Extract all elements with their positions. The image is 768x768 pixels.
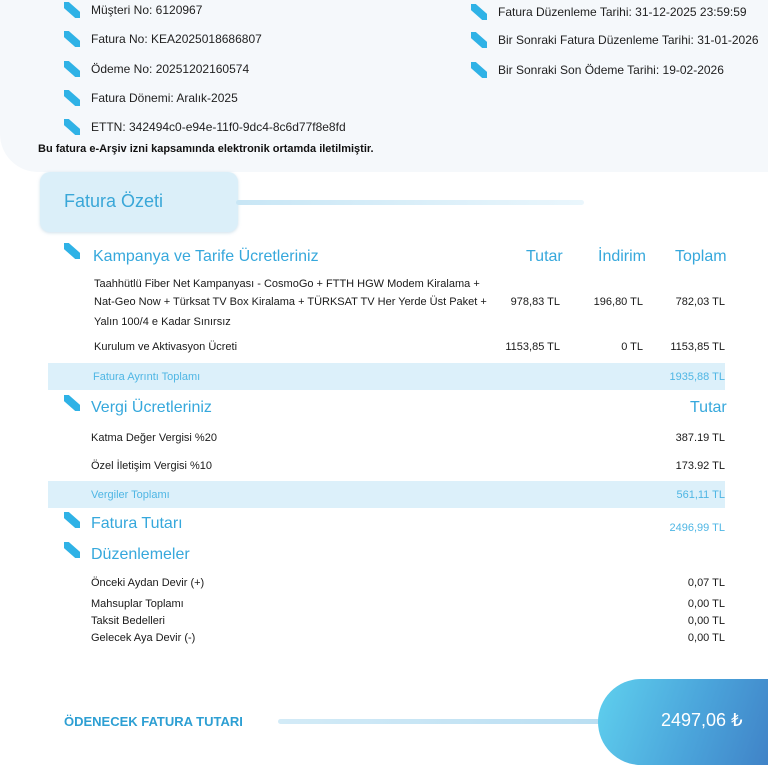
issue-date: Fatura Düzenleme Tarihi: 31-12-2025 23:59:59 [498,5,747,19]
setup-fee-label: Kurulum ve Aktivasyon Ücreti [94,341,238,353]
flag-icon [64,61,80,77]
flag-icon [64,90,80,106]
campaign-section-title: Kampanya ve Tarife Ücretleriniz [93,248,319,265]
previous-carryover-value: 0,07 TL [687,577,725,589]
column-total: Toplam [675,248,727,265]
e-archive-note: Bu fatura e-Arşiv izni kapsamında elektronik ortamda iletilmiştir. [38,143,374,155]
next-carryover-label: Gelecek Aya Devir (-) [91,632,196,644]
setup-fee-amount: 1153,85 TL [505,341,560,353]
next-issue-date-row [471,32,759,48]
customer-number: Müşteri No: 6120967 [91,3,203,17]
next-carryover-value: 0,00 TL [687,632,725,644]
flag-icon [64,243,80,259]
detail-subtotal-label: Fatura Ayrıntı Toplamı [93,371,201,383]
summary-title: Fatura Özeti [64,191,164,211]
ettn: ETTN: 342494c0-e94e-11f0-9dc4-8c6d77f8e8fd [91,120,346,134]
flag-icon [471,62,487,78]
tax-subtotal-label: Vergiler Toplamı [91,489,170,501]
adjustments-title: Düzenlemeler [91,546,190,563]
vat-value: 387.19 TL [675,432,725,444]
setup-fee-discount: 0 TL [621,341,643,353]
tax-subtotal-value: 561,11 TL [676,489,725,501]
installments-label: Taksit Bedelleri [91,615,165,627]
flag-icon [471,4,487,20]
communication-tax-value: 173.92 TL [675,460,725,472]
invoice-total-title: Fatura Tutarı [91,515,183,532]
communication-tax-label: Özel İletişim Vergisi %10 [91,460,213,472]
tax-column-amount: Tutar [690,399,727,416]
setup-fee-total: 1153,85 TL [670,341,725,353]
next-due-date-row [471,62,724,78]
offsets-value: 0,00 TL [687,598,725,610]
payable-amount: 2497,06 ₺ [661,710,743,730]
flag-icon [64,2,80,18]
campaign-desc-line: Yalın 100/4 e Kadar Sınırsız [94,316,231,328]
next-issue-date: Bir Sonraki Fatura Düzenleme Tarihi: 31-01-2026 [498,33,759,47]
invoice-period: Fatura Dönemi: Aralık-2025 [91,91,238,105]
invoice-number: Fatura No: KEA2025018686807 [91,32,262,46]
flag-icon [64,31,80,47]
previous-carryover-label: Önceki Aydan Devir (+) [91,577,205,589]
invoice-number-row [64,31,262,47]
vat-label: Katma Değer Vergisi %20 [91,432,217,444]
next-due-date: Bir Sonraki Son Ödeme Tarihi: 19-02-2026 [498,63,724,77]
tax-section-title: Vergi Ücretleriniz [91,399,212,416]
payment-number: Ödeme No: 20251202160574 [91,62,250,76]
ettn-row [64,119,346,135]
campaign-discount: 196,80 TL [593,296,643,308]
payable-divider [278,719,608,724]
payable-amount-label: ÖDENECEK FATURA TUTARI [64,714,243,729]
flag-icon [64,395,80,411]
issue-date-row [471,4,747,20]
flag-icon [64,119,80,135]
column-amount: Tutar [526,248,563,265]
flag-icon [471,32,487,48]
column-discount: İndirim [598,248,647,265]
campaign-total: 782,03 TL [675,296,725,308]
offsets-label: Mahsuplar Toplamı [91,598,184,610]
campaign-amount: 978,83 TL [510,296,560,308]
payment-number-row [64,61,249,77]
invoice-total-value: 2496,99 TL [669,522,725,534]
detail-subtotal-value: 1935,88 TL [669,371,725,383]
installments-value: 0,00 TL [687,615,725,627]
summary-divider [236,200,584,205]
flag-icon [64,542,80,558]
invoice-period-row [64,90,238,106]
campaign-desc-line: Taahhütlü Fiber Net Kampanyası - CosmoGo + FTTH HGW Modem Kiralama + [94,278,480,290]
flag-icon [64,512,80,528]
campaign-desc-line: Nat-Geo Now + Türksat TV Box Kiralama + TÜRKSAT TV Her Yerde Üst Paket + [94,296,487,308]
customer-number-row [64,2,202,18]
